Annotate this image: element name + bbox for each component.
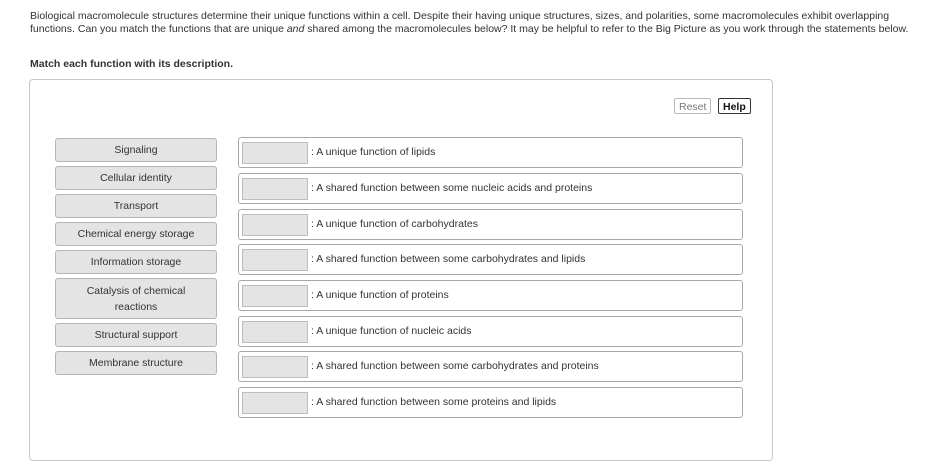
tile-signaling[interactable]: Signaling — [55, 138, 217, 162]
reset-button[interactable]: Reset — [674, 98, 711, 114]
target-row — [238, 209, 743, 240]
target-row — [238, 351, 743, 382]
tile-chemical-energy-storage[interactable]: Chemical energy storage — [55, 222, 217, 246]
target-description: : A unique function of nucleic acids — [311, 325, 472, 337]
tile-transport[interactable]: Transport — [55, 194, 217, 218]
drop-zone[interactable] — [242, 178, 308, 200]
target-row — [238, 173, 743, 204]
target-row — [238, 316, 743, 347]
target-description: : A unique function of proteins — [311, 289, 449, 301]
target-description: : A shared function between some proteins and lipids — [311, 396, 557, 408]
tile-membrane-structure[interactable]: Membrane structure — [55, 351, 217, 375]
tile-catalysis-of-chemical-reactions[interactable]: Catalysis of chemical reactions — [55, 278, 217, 319]
target-row — [238, 387, 743, 418]
target-row — [238, 280, 743, 311]
drop-zone[interactable] — [242, 214, 308, 236]
help-button[interactable]: Help — [718, 98, 751, 114]
intro-text-part2: shared among the macromolecules below? It may be helpful to refer to the Big Picture as you work through the statements below. — [304, 23, 909, 35]
instruction-heading: Match each function with its description. — [30, 58, 234, 70]
tile-structural-support[interactable]: Structural support — [55, 323, 217, 347]
drop-zone[interactable] — [242, 285, 308, 307]
drop-zone[interactable] — [242, 321, 308, 343]
drop-zone[interactable] — [242, 142, 308, 164]
target-row — [238, 137, 743, 168]
drop-zone[interactable] — [242, 249, 308, 271]
target-description: : A shared function between some carbohydrates and proteins — [311, 360, 599, 372]
target-description: : A unique function of carbohydrates — [311, 218, 478, 230]
target-description: : A unique function of lipids — [311, 146, 436, 158]
intro-text-part1: Biological macromolecule structures determine their unique functions within a cell. Despite their having unique structures, sizes, and polarities, some macromolecules exhibit overlapping functions. Can you match the functions that are unique — [30, 10, 890, 35]
target-description: : A shared function between some nucleic acids and proteins — [311, 182, 593, 194]
drop-zone[interactable] — [242, 356, 308, 378]
intro-text-emphasis: and — [286, 23, 305, 35]
intro-paragraph — [30, 10, 920, 36]
tile-cellular-identity[interactable]: Cellular identity — [55, 166, 217, 190]
tile-information-storage[interactable]: Information storage — [55, 250, 217, 274]
target-description: : A shared function between some carbohydrates and lipids — [311, 253, 586, 265]
target-row — [238, 244, 743, 275]
drop-zone[interactable] — [242, 392, 308, 414]
